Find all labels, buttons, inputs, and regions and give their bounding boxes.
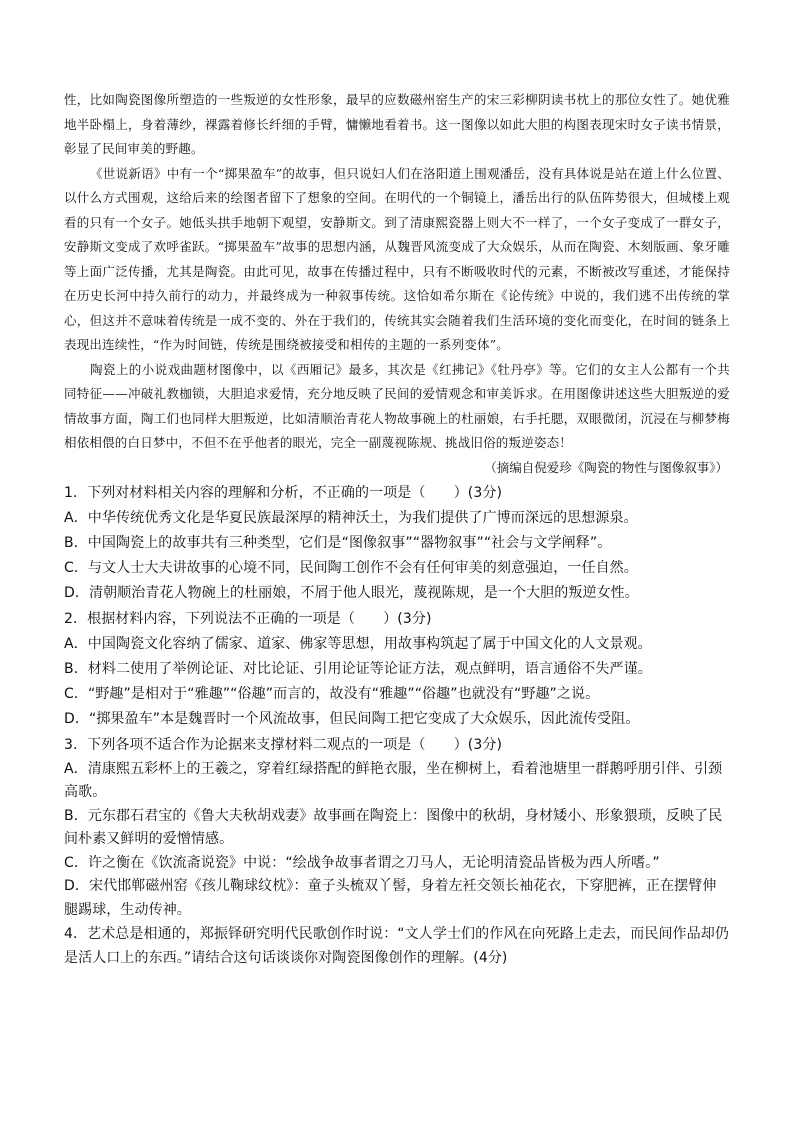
option-b: B．元东郡石君宝的《鲁大夫秋胡戏妻》故事画在陶瓷上：图像中的秋胡，身材矮小、形象猥琐，反映了民间朴素又鲜明的爱憎情感。 bbox=[64, 807, 723, 847]
question-2 bbox=[64, 607, 730, 732]
question-4 bbox=[64, 923, 730, 970]
question-stem: 3．下列各项不适合作为论据来支撑材料二观点的一项是（ ）(3分) bbox=[64, 736, 503, 753]
option-b: B．中国陶瓷上的故事共有三种类型，它们是“图像叙事”“器物叙事”“社会与文学阐释”。 bbox=[64, 534, 612, 551]
option-b: B．材料二使用了举例论证、对比论证、引用论证等论证方法，观点鲜明，语言通俗不失严谨。 bbox=[64, 660, 652, 677]
option-a: A．中国陶瓷文化容纳了儒家、道家、佛家等思想，用故事构筑起了属于中国文化的人文景观。 bbox=[64, 635, 652, 652]
option-d: D．“掷果盈车”本是魏晋时一个风流故事，但民间陶工把它变成了大众娱乐，因此流传受阻。 bbox=[64, 710, 640, 727]
option-a: A．中华传统优秀文化是华夏民族最深厚的精神沃土，为我们提供了广博而深远的思想源泉。 bbox=[64, 509, 638, 526]
option-c: C．“野趣”是相对于“雅趣”“俗趣”而言的，故没有“雅趣”“俗趣”也就没有“野趣”之说。 bbox=[64, 685, 600, 702]
passage-paragraph-3: 陶瓷上的小说戏曲题材图像中，以《西厢记》最多，其次是《红拂记》《牡丹亭》等。它们的女主人公都有一个共同特征——冲破礼教枷锁，大胆追求爱情，充分地反映了民间的爱情观念和审美诉求。在用图像讲述这些大胆叛逆的爱情故事方面，陶工们也同样大胆叛逆，比如清顺治青花人物故事碗上的杜丽娘，右手托腮，双眼微闭，沉浸在与柳梦梅相依相偎的白日梦中，不但不在乎他者的眼光，完全一副蔑视陈规、挑战旧俗的叛逆姿态！ bbox=[64, 361, 730, 450]
option-d: D．宋代邯郸磁州窑《孩儿鞠球纹枕》：童子头梳双丫髻，身着左衽交领长袖花衣，下穿肥裤，正在摆臂伸腿踢球，生动传神。 bbox=[64, 878, 717, 918]
option-c: C．许之衡在《饮流斋说瓷》中说：“绘战争故事者谓之刀马人，无论明清瓷品皆极为西人所嗜。” bbox=[64, 854, 660, 871]
question-stem: 2．根据材料内容，下列说法不正确的一项是（ ）(3分) bbox=[64, 610, 432, 627]
exam-page bbox=[64, 88, 730, 970]
option-d: D．清朝顺治青花人物碗上的杜丽娘，不屑于他人眼光，蔑视陈规，是一个大胆的叛逆女性。 bbox=[64, 584, 639, 601]
passage-source: （摘编自倪爱珍《陶瓷的物性与图像叙事》） bbox=[484, 459, 728, 475]
passage-paragraph-2: 《世说新语》中有一个“掷果盈车”的故事，但只说妇人们在洛阳道上围观潘岳，没有具体说是站在道上什么位置、以什么方式围观，这给后来的绘图者留下了想象的空间。在明代的一个铜镜上，潘岳出行的队伍阵势很大，但城楼上观看的只有一个女子。她低头拱手地朝下观望，安静斯文。到了清康熙瓷器上则大不一样了，一个女子变成了一群女子，安静斯文变成了欢呼雀跃。“掷果盈车”故事的思想内涵，从魏晋风流变成了大众娱乐，从而在陶瓷、木刻版画、象牙雕等上面广泛传播，尤其是陶瓷。由此可见，故事在传播过程中，只有不断吸收时代的元素，不断被改写重述，才能保持在历史长河中持久前行的动力，并最终成为一种叙事传统。这恰如希尔斯在《论传统》中说的，我们逃不出传统的掌心，但这并不意味着传统是一成不变的、外在于我们的，传统其实会随着我们生活环境的变化而变化，在时间的链条上表现出连续性，“作为时间链，传统是围绕被接受和相传的主题的一系列变体”。 bbox=[64, 165, 730, 352]
option-a: A．清康熙五彩杯上的王羲之，穿着红绿搭配的鲜艳衣服，坐在柳树上，看着池塘里一群鹅呼朋引伴、引颈高歌。 bbox=[64, 760, 723, 800]
option-c: C．与文人士大夫讲故事的心境不同，民间陶工创作不会有任何审美的刻意强迫，一任自然。 bbox=[64, 559, 638, 576]
question-stem: 4．艺术总是相通的，郑振铎研究明代民歌创作时说：“文人学士们的作风在向死路上走去，而民间作品却仍是活人口上的东西。”请结合这句话谈谈你对陶瓷图像创作的理解。(4分) bbox=[64, 926, 729, 966]
question-1 bbox=[64, 481, 730, 606]
question-3 bbox=[64, 733, 730, 923]
passage-paragraph-1: 性，比如陶瓷图像所塑造的一些叛逆的女性形象，最早的应数磁州窑生产的宋三彩柳阴读书枕上的那位女性了。她优雅地半卧榻上，身着薄纱，裸露着修长纤细的手臂，慵懒地看着书。这一图像以如此大胆的构图表现宋时女子读书情景，彰显了民间审美的野趣。 bbox=[64, 92, 730, 156]
question-stem: 1．下列对材料相关内容的理解和分析，不正确的一项是（ ）(3分) bbox=[64, 484, 503, 501]
